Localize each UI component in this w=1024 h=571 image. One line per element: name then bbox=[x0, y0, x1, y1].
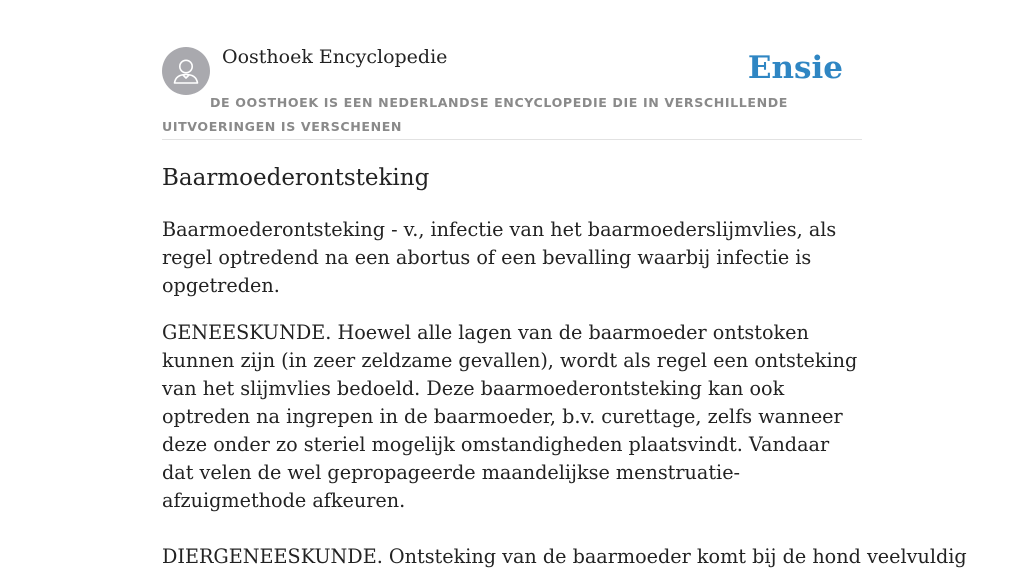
article-paragraph-diergeneeskunde: DIERGENEESKUNDE. Ontsteking van de baarmoeder komt bij de hond veelvuldig bbox=[162, 545, 967, 568]
article-paragraph-geneeskunde: GENEESKUNDE. Hoewel alle lagen van de baarmoeder ontstoken kunnen zijn (in zeer zeldzame gevallen), wordt als regel een ontsteking van het slijmvlies bedoeld. Deze baarmoederontsteking kan ook optreden na ingrepen in de baarmoeder, b.v. curettage, zelfs wanneer deze onder zo steriel mogelijk omstandigheden plaatsvindt. Vandaar dat velen de wel gepropageerde maandelijkse menstruatie-afzuigmethode afkeuren. bbox=[162, 321, 858, 512]
site-header bbox=[162, 0, 862, 140]
ensie-logo[interactable]: Ensie bbox=[747, 50, 843, 86]
header-divider bbox=[162, 139, 862, 140]
site-title[interactable]: Oosthoek Encyclopedie bbox=[222, 46, 448, 68]
article bbox=[162, 160, 967, 571]
article-title: Baarmoederontsteking bbox=[162, 165, 430, 191]
user-silhouette-icon[interactable] bbox=[162, 47, 210, 95]
site-tagline: DE OOSTHOEK IS EEN NEDERLANDSE ENCYCLOPEDIE DIE IN VERSCHILLENDE UITVOERINGEN IS VERSCHENEN bbox=[162, 95, 789, 134]
article-paragraph-definition: Baarmoederontsteking - v., infectie van het baarmoederslijmvlies, als regel optredend na een abortus of een bevalling waarbij infectie is opgetreden. bbox=[162, 218, 837, 297]
